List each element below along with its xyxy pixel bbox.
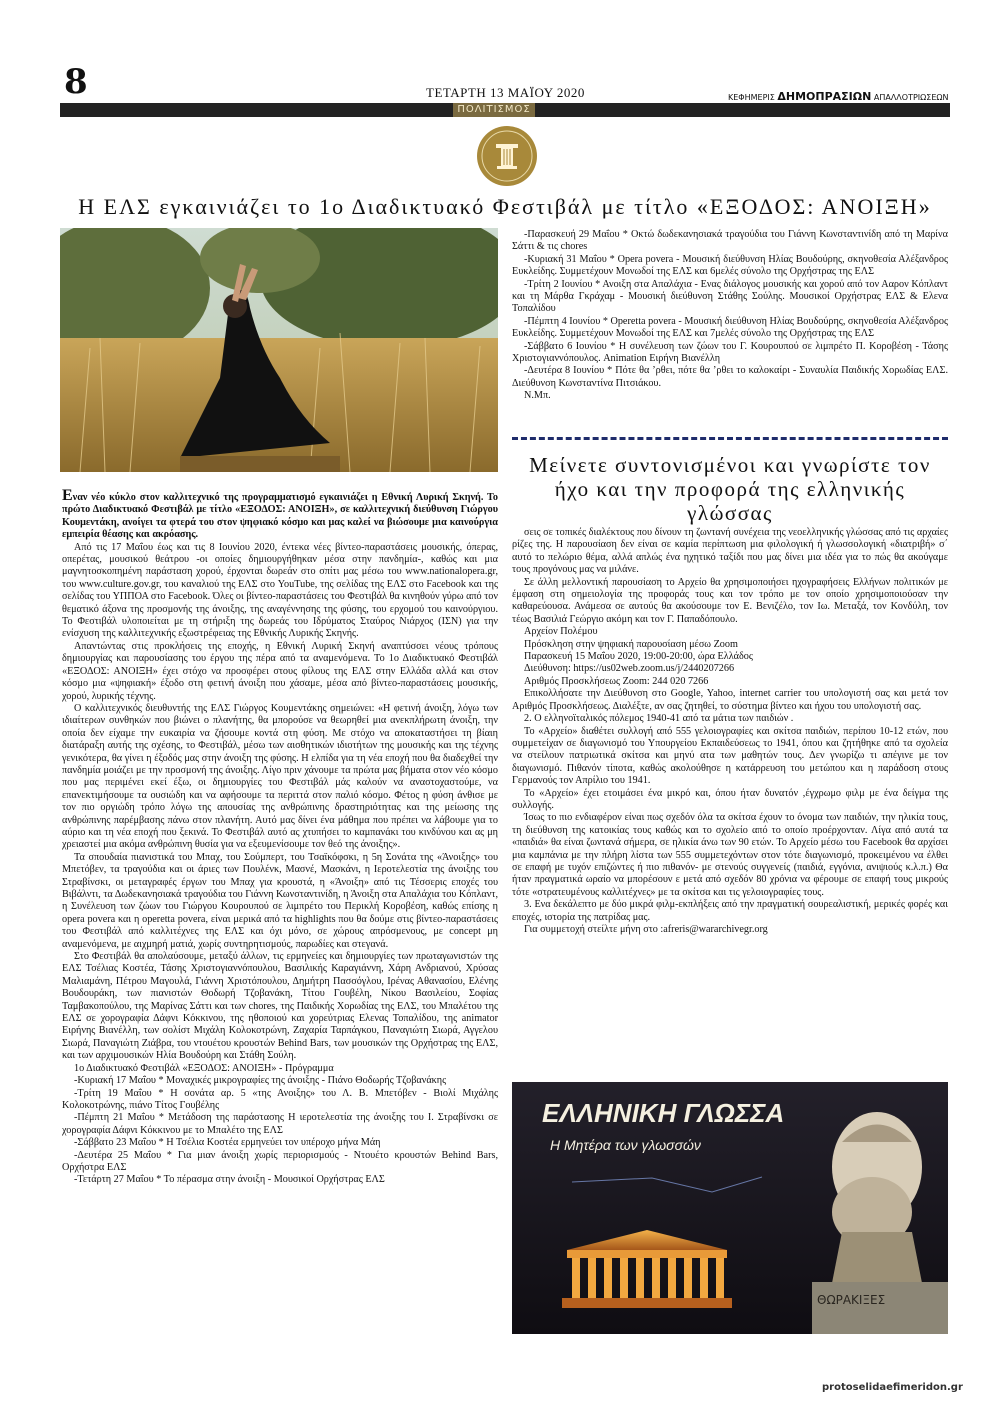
program-item: -Πέμπτη 21 Μαΐου * Μετάδοση της παράστασης Η ιεροτελεστία της άνοιξης του Ι. Στραβίνσκι σε χορογραφία Δάφνι Κόκκινου με το Μπαλέτο της ΕΛΣ	[62, 1112, 498, 1136]
column-logo-icon	[477, 126, 537, 186]
paragraph: Τα σπουδαία πιανιστικά του Μπαχ, του Σούμπερτ, του Τσαϊκόφσκι, η 5η Σονάτα της «Άνοιξης» του Μπετόβεν, τα τραγούδια και οι άριες των Πουλένκ, Μασνέ, Μασκάνι, η Ιεροτελεστία της άνοιξης του Στραβίνσκι, οι μεταγραφές έργων του Μπαχ για κρουστά, η «Άνοιξη» από τις Τέσσερις εποχές του Βιβάλντι, τα Δωδεκανησιακά τραγούδια του Γιάννη Κωνσταντινίδη, η Άνοιξη στα Απαλάχια του Κόπλαντ, η Συνέλευση των ζώων του Γιώργου Κουρουπού σε λιμπρέτο του Περικλή Κοροβέση, καθώς επίσης η opera povera και η operetta povera, είναι μερικά από τα highlights που θα δούμε στις βίντεο-παραστάσεις του Φεστιβάλ από καλλιτέχνες της ΕΛΣ και όχι μόνο, σε χώρους απρόσμενους, με concept μη αναμενόμενα, με αιχμηρή ματιά, χωρίς συντηρητισμούς, παρωδίες και στεγανά.	[62, 851, 499, 950]
section-label: ΠΟΛΙΤΙΣΜΟΣ	[453, 103, 535, 117]
dashed-divider	[512, 437, 948, 440]
program-item: -Πέμπτη 4 Ιουνίου * Operetta povera - Μουσική διεύθυνση Ηλίας Βουδούρης, σκηνοθεσία Αλέξανδρος Ευκλείδης. Συμμετέχουν Μονωδοί της ΕΛΣ και 7μελές σύνολο της Ορχήστρας της ΕΛΣ	[512, 315, 948, 340]
page-number: 8	[64, 62, 88, 102]
program-item: -Δευτέρα 8 Ιουνίου * Πότε θα ’ρθει, πότε θα ’ρθει το καλοκαίρι - Συναυλία Παιδικής Χορωδίας ΕΛΣ. Διεύθυνση Κωνσταντίνα Πιτσιάκου.	[512, 365, 948, 389]
article2-column	[512, 527, 948, 936]
article1-left-column	[62, 487, 499, 1187]
paragraph: σεις σε τοπικές διαλέκτους που δίνουν τη ζωντανή συνέχεια της νεοελληνικής γλώσσας από τις αρχαίες ρίζες της. Η παρουσίαση δεν είναι σε καμία περίπτωση μια φιλολογική ή γλωσσολογική «διατριβή» σ΄ αυτό το πελώριο θέμα, αλλά απλώς ένα ηχητικό ταξίδι που μας δίνει μια ιδέα για το πώς θα ακούγαμε τους προγόνους μας να μιλάνε.	[512, 527, 948, 576]
paragraph: Απαντώντας στις προκλήσεις της εποχής, η Εθνική Λυρική Σκηνή αναπτύσσει νέους τρόπους δημιουργίας και παρουσίασης του έργου της πέρα από τα αναμενόμενα. Το 1ο Διαδικτυακό Φεστιβάλ «ΕΞΟΔΟΣ: ΑΝΟΙΞΗ» έχει στόχο να προσφέρει στους φίλους της ΕΛΣ στην Ελλάδα αλλά και στον κόσμο μια «ψηφιακή» έξοδο στη φετινή άνοιξη που χάσαμε, μέσα από βίντεο-παραστάσεις μουσικής, χορού, λυρικής τέχνης.	[62, 640, 498, 702]
program-item: -Σάββατο 6 Ιουνίου * Η συνέλευση των ζώων του Γ. Κουρουπού σε λιμπρέτο Π. Κοροβέση - Τάσης Χριστογιαννόπουλος. Animation Ειρήνη Βιανέλλη	[512, 340, 948, 365]
program-item: -Κυριακή 31 Μαΐου * Opera povera - Μουσική διεύθυνση Ηλίας Βουδούρης, σκηνοθεσία Αλέξανδρος Ευκλείδης. Συμμετέχουν Μονωδοί της ΕΛΣ και 6μελές σύνολο της Ορχήστρας της ΕΛΣ	[512, 253, 948, 278]
program-item: -Σάββατο 23 Μαΐου * Η Τσέλια Κοστέα ερμηνεύει τον υπέροχο μήνα Μάη	[74, 1137, 381, 1149]
masthead-suffix: ΑΠΑΛΛΟΤΡΙΩΣΕΩΝ	[873, 93, 949, 102]
greek-language-poster	[512, 1082, 948, 1334]
issue-date: ΤΕΤΑΡΤΗ 13 ΜΑΪΟΥ 2020	[426, 85, 585, 100]
paragraph: Ίσως το πιο ενδιαφέρον είναι πως σχεδόν όλα τα σκίτσα έχουν το όνομα των παιδιών, την ηλικία τους, τη διεύθυνση της κατοικίας τους καθώς και το σχολείο από το οποίο προέρχονταν. Λίγα από αυτά τα «παιδιά» θα είναι ζωντανά σήμερα, σε ηλικία άνω των 90 ετών. Το Αρχείο μέσω του Facebook θα αρχίσει μια καμπάνια με την πλήρη λίστα των 555 συμμετεχόντων στον τότε διαγωνισμό, προκειμένου να έλθει σε επαφή με τυχόν επιζώντες ή πιο πιθανόν- με στενούς συγγενείς (παιδιά, εγγόνια, ανιψιούς κ.λ.π.) Θα ήταν πραγματικά ωραίο να μπορέσουν ε μετά από σχεδόν 80 χρόνια να φέρουμε σε επαφή τους μικρούς τότε «στρατευμένους καλλιτέχνες» με τα σκίτσα και τις γελοιογραφίες τους.	[512, 812, 948, 898]
program-item: -Τετάρτη 27 Μαΐου * Το πέρασμα στην άνοιξη - Μουσικοί Ορχήστρας ΕΛΣ	[74, 1174, 385, 1186]
program-item: -Τρίτη 2 Ιουνίου * Ανοιξη στα Απαλάχια - Ενας διάλογος μουσικής και χορού από τον Ααρον Κόπλαντ και τη Μάρθα Γκράχαμ - Μουσική διεύθυνση Στάθης Σούλης. Μουσικοί Ορχήστρας ΕΛΣ & Ελενα Τοπαλίδου	[512, 278, 948, 315]
masthead-name: ΔΗΜΟΠΡΑΣΙΩΝ	[777, 90, 872, 103]
event-line: Αριθμός Προσκλήσεως Zoom: 244 020 7266	[524, 675, 709, 687]
paragraph: 3. Ενα δεκάλεπτο με δύο μικρά φιλμ-εκπλήξεις από την πραγματική σουρεαλιστική, μερικές φορές και εποχές, ιστορία της πατρίδας μας.	[512, 899, 948, 923]
article1-right-column	[512, 229, 948, 403]
paragraph: Σε άλλη μελλοντική παρουσίαση το Αρχείο θα χρησιμοποιήσει ηχογραφήσεις Ελλήνων πολιτικών με έμφαση στη σημειολογία της προφοράς τους και τον τρόπο με τον οποίο χρησιμοποιούσαν την καθαρεύουσα. Ανάμεσα σε αυτούς θα ακούσουμε τον Ε. Βενιζέλο, τον Ιω. Μεταξά, τον Κονδύλη, τον τέως Βασιλιά Γεώργιο ακόμη και τον Γ. Παπαδόπουλο.	[512, 576, 948, 625]
program-item: -Παρασκευή 29 Μαΐου * Οκτώ δωδεκανησιακά τραγούδια του Γιάννη Κωνσταντινίδη από τη Μαρίνα Σάττι & τις chores	[512, 229, 948, 253]
event-line: Πρόσκληση στην ψηφιακή παρουσίαση μέσω Zoom	[524, 638, 738, 650]
poster-title: ΕΛΛΗΝΙΚΗ ΓΛΩΣΣΑ	[542, 1098, 785, 1128]
event-line: Παρασκευή 15 Μαΐου 2020, 19:00-20:00, ώρα Ελλάδος	[524, 651, 753, 663]
paragraph: Επικολλήσατε την Διεύθυνση στο Google, Yahoo, internet carrier του υπολογιστή σας και μετά τον Αριθμός Προσκλήσεως. Διαλέξτε, αν σας ζητηθεί, το σύστημα βίντεο και ήχου του υπολογιστή σας.	[512, 688, 948, 712]
dancer-photo	[60, 228, 498, 472]
poster-inscription: ΘΩΡΑΚΙΞΕΣ	[817, 1293, 886, 1307]
article2-headline: Μείνετε συντονισμένοι και γνωρίστε τον ήχο και την προφορά της ελληνικής γλώσσας	[529, 453, 931, 525]
program-item: -Κυριακή 17 Μαΐου * Μοναχικές μικρογραφίες της άνοιξης - Πιάνο Θοδωρής Τζοβανάκης	[74, 1075, 447, 1087]
article-headline: Η ΕΛΣ εγκαινιάζει το 1ο Διαδικτυακό Φεστιβάλ με τίτλο «ΕΞΟΔΟΣ: ΑΝΟΙΞΗ»	[78, 194, 932, 219]
article1-lead	[62, 487, 498, 542]
poster-subtitle: Η Μητέρα των γλωσσών	[550, 1137, 701, 1153]
paragraph: Στο Φεστιβάλ θα απολαύσουμε, μεταξύ άλλων, τις ερμηνείες και δημιουργίες των πρωταγωνιστών της ΕΛΣ Τσέλιας Κοστέα, Τάσης Χριστογιαννόπουλου, Βασιλικής Καραγιάννη, Χάρη Ανδριανού, Χρύσας Μαλιαμάνη, Πέτρου Μαγουλά, Γιάννη Χριστόπουλου, Δημήτρη Πασσόγλου, Ιρένας Αθανασίου, Ελένης Βουδουράκη, των πιανιστών Θοδωρή Τζοβανάκη, Τίτου Γουβέλη, Νίκου Βασιλείου, Σοφίας Ταμβακοπούλου, της Μαρίνας Σάττι και των chores, της Παιδικής Χορωδίας της ΕΛΣ, του Μπαλέτου της ΕΛΣ σε χορογραφία Δάφνι Κόκκινου, της ηθοποιού και χορεύτριας Ελενας Τοπαλίδου, της animator Ειρήνης Βιανέλλη, των σολίστ Μιχάλη Κολοκοτρώνη, Ζαχαρία Ταρπάγκου, Παναγιώτη Σιωρά, Αγγελου Σιωρά, Παναγιώτη Ζιάβρα, του ντουέτου κρουστών Behind Bars, των μουσικών της Ορχήστρας της ΕΛΣ, και των αρχιμουσικών Ηλία Βουδούρη και Στάθη Σούλη.	[62, 951, 498, 1062]
drop-cap: Ε	[62, 487, 73, 504]
contact-line: Για συμμετοχή στείλτε μήνη στο :afreris@wararchivegr.org	[524, 924, 768, 935]
masthead	[728, 90, 950, 103]
paragraph: Το «Αρχείο» έχει ετοιμάσει ένα μικρό και, όπου ήταν δυνατόν ,έγχρωμο φιλμ με ένα δείγμα της συλλογής.	[512, 787, 948, 811]
paragraph: Από τις 17 Μαΐου έως και τις 8 Ιουνίου 2020, έντεκα νέες βίντεο-παραστάσεις μουσικής, όπερας, οπερέτας, μουσικού θεάτρου -οι οποίες δημιουργήθηκαν μέσα στην πανδημία-, καθώς και μια μαγνητοσκοπημένη παράσταση χορού, έρχονται δωρεάν στο σπίτι μας μέσω του www.nationalopera.gr, του www.culture.gov.gr, του καναλιού της ΕΛΣ στο YouTube, της σελίδας της ΕΛΣ στο Facebook και της σελίδας του ΥΠΠΟΑ στο Facebook. Όλες οι βίντεο-παραστάσεις του Φεστιβάλ θα κινηθούν γύρω από τον θεματικό άξονα της προσμονής της άνοιξης, της αναγέννησης της φύσης, του ερχομού του καινούργιου. Το Φεστιβάλ υλοποιείται με τη στήριξη της δωρεάς του Ιδρύματος Σταύρος Νιάρχος (ΙΣΝ) για την ενίσχυση της καλλιτεχνικής εξωστρέφειας της Εθνικής Λυρικής Σκηνής.	[62, 541, 498, 640]
program-item: -Δευτέρα 25 Μαΐου * Για μιαν άνοιξη χωρίς περιορισμούς - Ντουέτο κρουστών Behind Bars, Ορχήστρα ΕΛΣ	[62, 1149, 498, 1173]
source-footer: protoselidaefimeridon.gr	[822, 1382, 963, 1393]
paragraph: 2. Ο ελληνοϊταλικός πόλεμος 1940-41 από τα μάτια των παιδιών .	[524, 713, 794, 725]
paragraph: Το «Αρχείο» διαθέτει συλλογή από 555 γελοιογραφίες και σκίτσα παιδιών, περίπου 10-12 ετών, που συμμετείχαν σε διαγωνισμό του Υπουργείου Εκπαιδεύσεως το 1941, όπου και ζητήθηκε από τα σχολεία να στείλουν πατριωτικά σκίτσα και μηνύ ατα των μαθητών τους. Δεν γνωρίζω τι απέγινε με τον διαγωνισμό. Πιθανόν τίποτα, καθώς ακολούθησε η κατάρρευση του μετώπου και η παράδοση στους Γερμανούς τον Απρίλιο του 1941.	[512, 725, 948, 787]
program-item: -Τρίτη 19 Μαΐου * Η σονάτα αρ. 5 «της Ανοιξης» του Λ. Β. Μπετόβεν - Βιολί Μιχάλης Κολοκοτρώνης, πιάνο Τίτος Γουβέλης	[62, 1087, 498, 1111]
event-line: Αρχείον Πολέμου	[524, 626, 598, 638]
program-heading: 1ο Διαδικτυακό Φεστιβάλ «ΕΞΟΔΟΣ: ΑΝΟΙΞΗ» - Πρόγραμμα	[74, 1062, 334, 1074]
lead-text: ναν νέο κύκλο στον καλλιτεχνικό της προγραμματισμό εγκαινιάζει η Εθνική Λυρική Σκηνή. Το πρώτο Διαδικτυακό Φεστιβάλ με τίτλο «ΕΞΟΔΟΣ: ΑΝΟΙΞΗ», σε καλλιτεχνική διεύθυνση Γιώργου Κουμεντάκη, ανοίγει τα φτερά του στον ψηφιακό κόσμο και μας καλεί να βιώσουμε μια καινούργια εμπειρία θέασης και ακρόασης.	[62, 492, 498, 541]
masthead-prefix: ΚΕΦΗΜΕΡΙΣ	[728, 93, 775, 102]
event-line: Διεύθυνση: https://us02web.zoom.us/j/2440207266	[524, 663, 735, 675]
paragraph: Ο καλλιτεχνικός διευθυντής της ΕΛΣ Γιώργος Κουμεντάκης σημειώνει: «Η φετινή άνοιξη, λόγω των ιδιαίτερων συνθηκών που βιώνει ο πλανήτης, θα μπορούσε να θεωρηθεί μια ανεκπλήρωτη άνοιξη, την οποία δεν είχαμε την ευκαιρία να ζήσουμε κοντά στη φύση. Με στόχο να αποκαταστήσει τη βίαιη διατάραξη αυτής της σχέσης, το Φεστιβάλ, μέσω των αισθητικών ιδιοτήτων της μουσικής και της τέχνης γενικότερα, θα γίνει η έξοδός μας στην άνοιξη της φύσης. Η ελπίδα για τη νέα εποχή που θα διαδεχθεί την πανδημία μοιάζει με την προσμονή της άνοιξης. Λίγο πριν χάνουμε τα πρώτα μας βήματα στον νέο κόσμο που μας περιμένει εκεί έξω, οι δημιουργίες του Φεστιβάλ μάς καλούν να αναστοχαστούμε, να επανεκτιμήσουμε τα ουσιώδη και να αφήσουμε τα περιττά στον παλιό κόσμο. Φέτος η φύση άνθισε με τον πιο οργιώδη τρόπο λόγω της απουσίας της ανθρώπινης δραστηριότητας και της μείωσης της ανθρώπινης παρέμβασης πάνω στον πλανήτη. Αυτό μας δίνει ένα μάθημα που πρέπει να λάβουμε για το αύριο και τη νέα εποχή που ξεκινά. Το Φεστιβάλ αυτό ας χτυπήσει το καμπανάκι του κινδύνου και ας μη χρειαστεί μια ακόμα ανθρώπινη θυσία για να εξευμενίσουμε τον θεό της άνοιξης».	[62, 702, 498, 851]
byline: Ν.Μπ.	[524, 390, 551, 402]
